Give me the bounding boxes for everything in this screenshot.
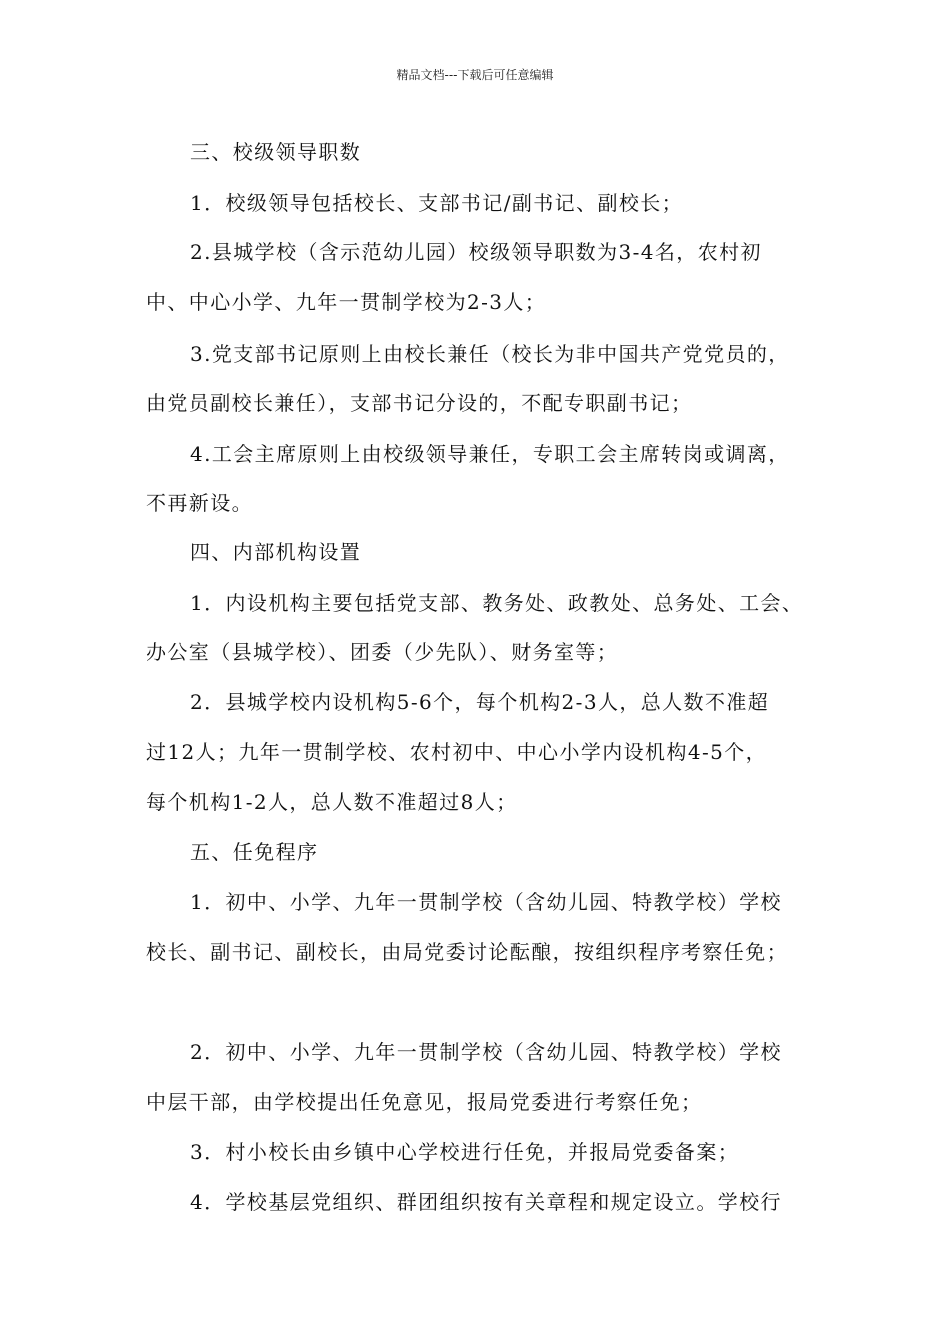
paragraph-line: 办公室（县城学校）、团委（少先队）、财务室等；	[146, 640, 619, 664]
section-heading-4: 四、内部机构设置	[190, 540, 362, 564]
paragraph-line: 1．校级领导包括校长、支部书记/副书记、副校长；	[190, 191, 684, 215]
paragraph-line: 1．初中、小学、九年一贯制学校（含幼儿园、特教学校）学校	[190, 890, 782, 914]
paragraph-line: 由党员副校长兼任），支部书记分设的，不配专职副书记；	[146, 391, 693, 415]
paragraph-line: 2．县城学校内设机构5-6个，每个机构2-3人，总人数不准超	[190, 690, 770, 714]
paragraph-line: 不再新设。	[146, 491, 253, 515]
paragraph-line: 中、中心小学、九年一贯制学校为2-3人；	[146, 290, 547, 314]
page-header: 精品文档---下载后可任意编辑	[396, 68, 554, 82]
paragraph-line: 4.工会主席原则上由校级领导兼任，专职工会主席转岗或调离，	[190, 442, 790, 466]
paragraph-line: 校长、副书记、副校长，由局党委讨论酝酿，按组织程序考察任免；	[146, 940, 788, 964]
section-heading-3: 三、校级领导职数	[190, 140, 362, 164]
paragraph-line: 3．村小校长由乡镇中心学校进行任免，并报局党委备案；	[190, 1140, 740, 1164]
paragraph-line: 过12人；九年一贯制学校、农村初中、中心小学内设机构4-5个，	[146, 740, 768, 764]
paragraph-line: 2.县城学校（含示范幼儿园）校级领导职数为3-4名，农村初	[190, 240, 762, 264]
paragraph-line: 4．学校基层党组织、群团组织按有关章程和规定设立。学校行	[190, 1190, 782, 1214]
section-heading-5: 五、任免程序	[190, 840, 319, 864]
paragraph-line: 3.党支部书记原则上由校长兼任（校长为非中国共产党党员的，	[190, 342, 790, 366]
paragraph-line: 每个机构1-2人，总人数不准超过8人；	[146, 790, 518, 814]
paragraph-line: 2．初中、小学、九年一贯制学校（含幼儿园、特教学校）学校	[190, 1040, 782, 1064]
paragraph-line: 中层干部，由学校提出任免意见，报局党委进行考察任免；	[146, 1090, 703, 1114]
paragraph-line: 1．内设机构主要包括党支部、教务处、政教处、总务处、工会、	[190, 591, 804, 615]
